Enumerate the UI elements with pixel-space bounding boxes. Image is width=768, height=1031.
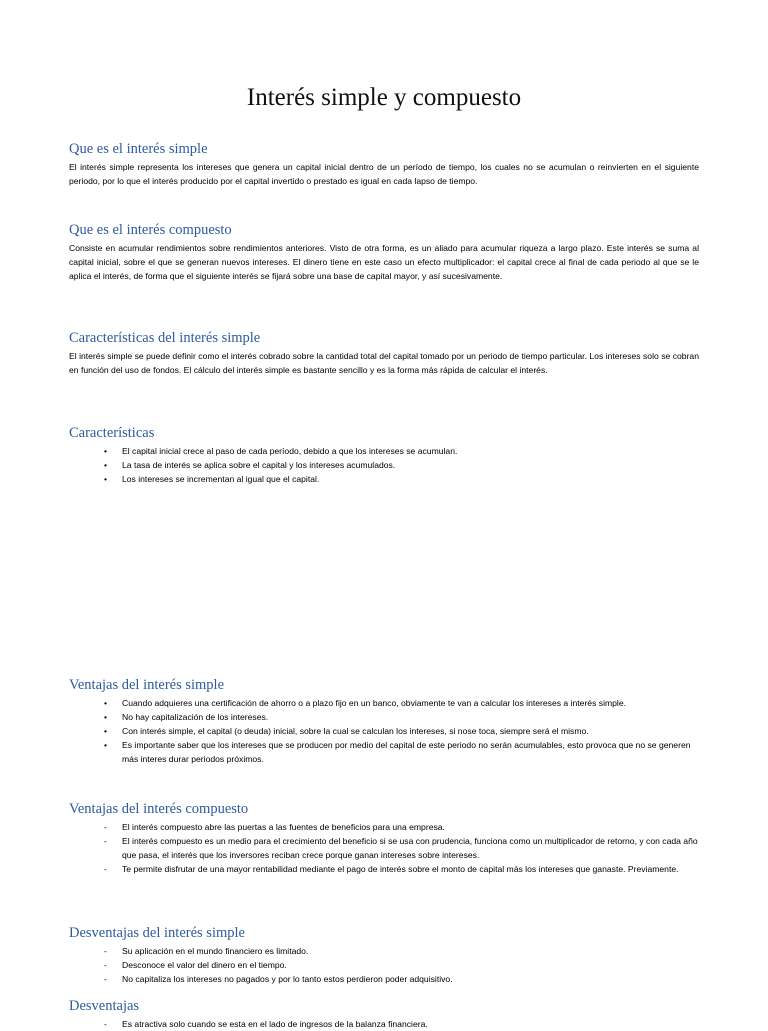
section-heading: Ventajas del interés simple (69, 677, 225, 693)
section-heading: Características (69, 425, 155, 441)
bullet-list (69, 444, 699, 486)
section-heading: Que es el interés compuesto (69, 222, 232, 238)
list-item: • La tasa de interés se aplica sobre el capital y los intereses acumulados. (104, 460, 396, 470)
list-item: • Con interés simple, el capital (o deuda) inicial, sobre la cual se calculan los intereses, si nose toca, siempre será el mismo. (104, 726, 589, 736)
section-heading: Desventajas del interés simple (69, 925, 245, 941)
section-simple-advantages (69, 676, 699, 766)
dash-marker: - (104, 974, 107, 984)
bullet-list (69, 696, 699, 766)
list-item: • Es importante saber que los intereses que se producen por medio del capital de este periodo no serán acumulables, esto provoca que no se generen más interes durar periodos próximos. (104, 740, 691, 764)
list-item: • El capital inicial crece al paso de cada período, debido a que los intereses se acumulan. (104, 446, 458, 456)
section-paragraph: Consiste en acumular rendimientos sobre rendimientos anteriores. Visto de otra forma, es un aliado para acumular riqueza a largo plazo. Este interés se suma al capital inicial, sobre el que se generan nuevos intereses. El dinero tiene en este caso un efecto multiplicador: el capital crece al final de cada periodo al que se le aplica el interés, de forma que el siguiente interés se fijará sobre una base de capital mayor, y así sucesivamente. (69, 243, 699, 281)
list-item: - No capitaliza los intereses no pagados y por lo tanto estos perdieron poder adquisitivo. (104, 974, 453, 984)
list-item: - Es atractiva solo cuando se esta en el lado de ingresos de la balanza financiera. (104, 1019, 428, 1029)
section-simple-characteristics (69, 329, 699, 377)
list-item: • No hay capitalización de los intereses. (104, 712, 269, 722)
dash-list (69, 820, 699, 876)
list-item: - El interés compuesto abre las puertas a las fuentes de beneficios para una empresa. (104, 822, 445, 832)
list-item: • Los intereses se incrementan al igual que el capital. (104, 474, 320, 484)
dash-marker: - (104, 946, 107, 956)
section-simple-interest (69, 140, 699, 188)
dash-marker: - (104, 1019, 107, 1029)
section-heading: Características del interés simple (69, 330, 261, 346)
dash-marker: - (104, 864, 107, 874)
list-item: - Desconoce el valor del dinero en el tiempo. (104, 960, 287, 970)
section-paragraph: El interés simple representa los intereses que genera un capital inicial dentro de un período de tiempo, los cuales no se acumulan o reinvierten en el siguiente periodo, por lo que el interés producido por el capital invertido o prestado es igual en cada lapso de tiempo. (69, 162, 699, 186)
dash-marker: - (104, 822, 107, 832)
list-item: - Te permite disfrutar de una mayor rentabilidad mediante el pago de interés sobre el monto de capital más los intereses que ganaste. Previamente. (104, 864, 679, 874)
section-disadvantages (69, 997, 699, 1031)
dash-marker: - (104, 960, 107, 970)
bullet-marker: • (104, 474, 108, 484)
list-item: • Cuando adquieres una certificación de ahorro o a plazo fijo en un banco, obviamente te van a calcular los intereses a interés simple. (104, 698, 626, 708)
section-compound-advantages (69, 800, 699, 876)
section-compound-interest (69, 221, 699, 283)
bullet-marker: • (104, 726, 108, 736)
bullet-marker: • (104, 712, 108, 722)
section-characteristics (69, 424, 699, 486)
bullet-marker: • (104, 446, 108, 456)
bullet-marker: • (104, 698, 108, 708)
list-item: - El interés compuesto es un medio para el crecimiento del beneficio si se usa con prudencia, funciona como un multiplicador de retorno, y con cada año que pasa, el interés que los inversores reciban crece porque ganan intereses sobre intereses. (104, 836, 698, 860)
section-paragraph: El interés simple se puede definir como el interés cobrado sobre la cantidad total del capital tomado por un periodo de tiempo particular. Los intereses solo se cobran en función del uso de fondos. El cálculo del interés simple es bastante sencillo y es la forma más rápida de calcular el interés. (69, 351, 699, 375)
dash-marker: - (104, 836, 107, 846)
list-item: - Su aplicación en el mundo financiero es limitado. (104, 946, 309, 956)
document-title: Interés simple y compuesto (246, 84, 522, 111)
dash-list (69, 944, 699, 986)
dash-list (69, 1017, 699, 1031)
bullet-marker: • (104, 740, 108, 750)
section-simple-disadvantages (69, 924, 699, 986)
bullet-marker: • (104, 460, 108, 470)
section-heading: Que es el interés simple (69, 141, 208, 157)
section-heading: Desventajas (69, 998, 140, 1014)
section-heading: Ventajas del interés compuesto (69, 801, 249, 817)
